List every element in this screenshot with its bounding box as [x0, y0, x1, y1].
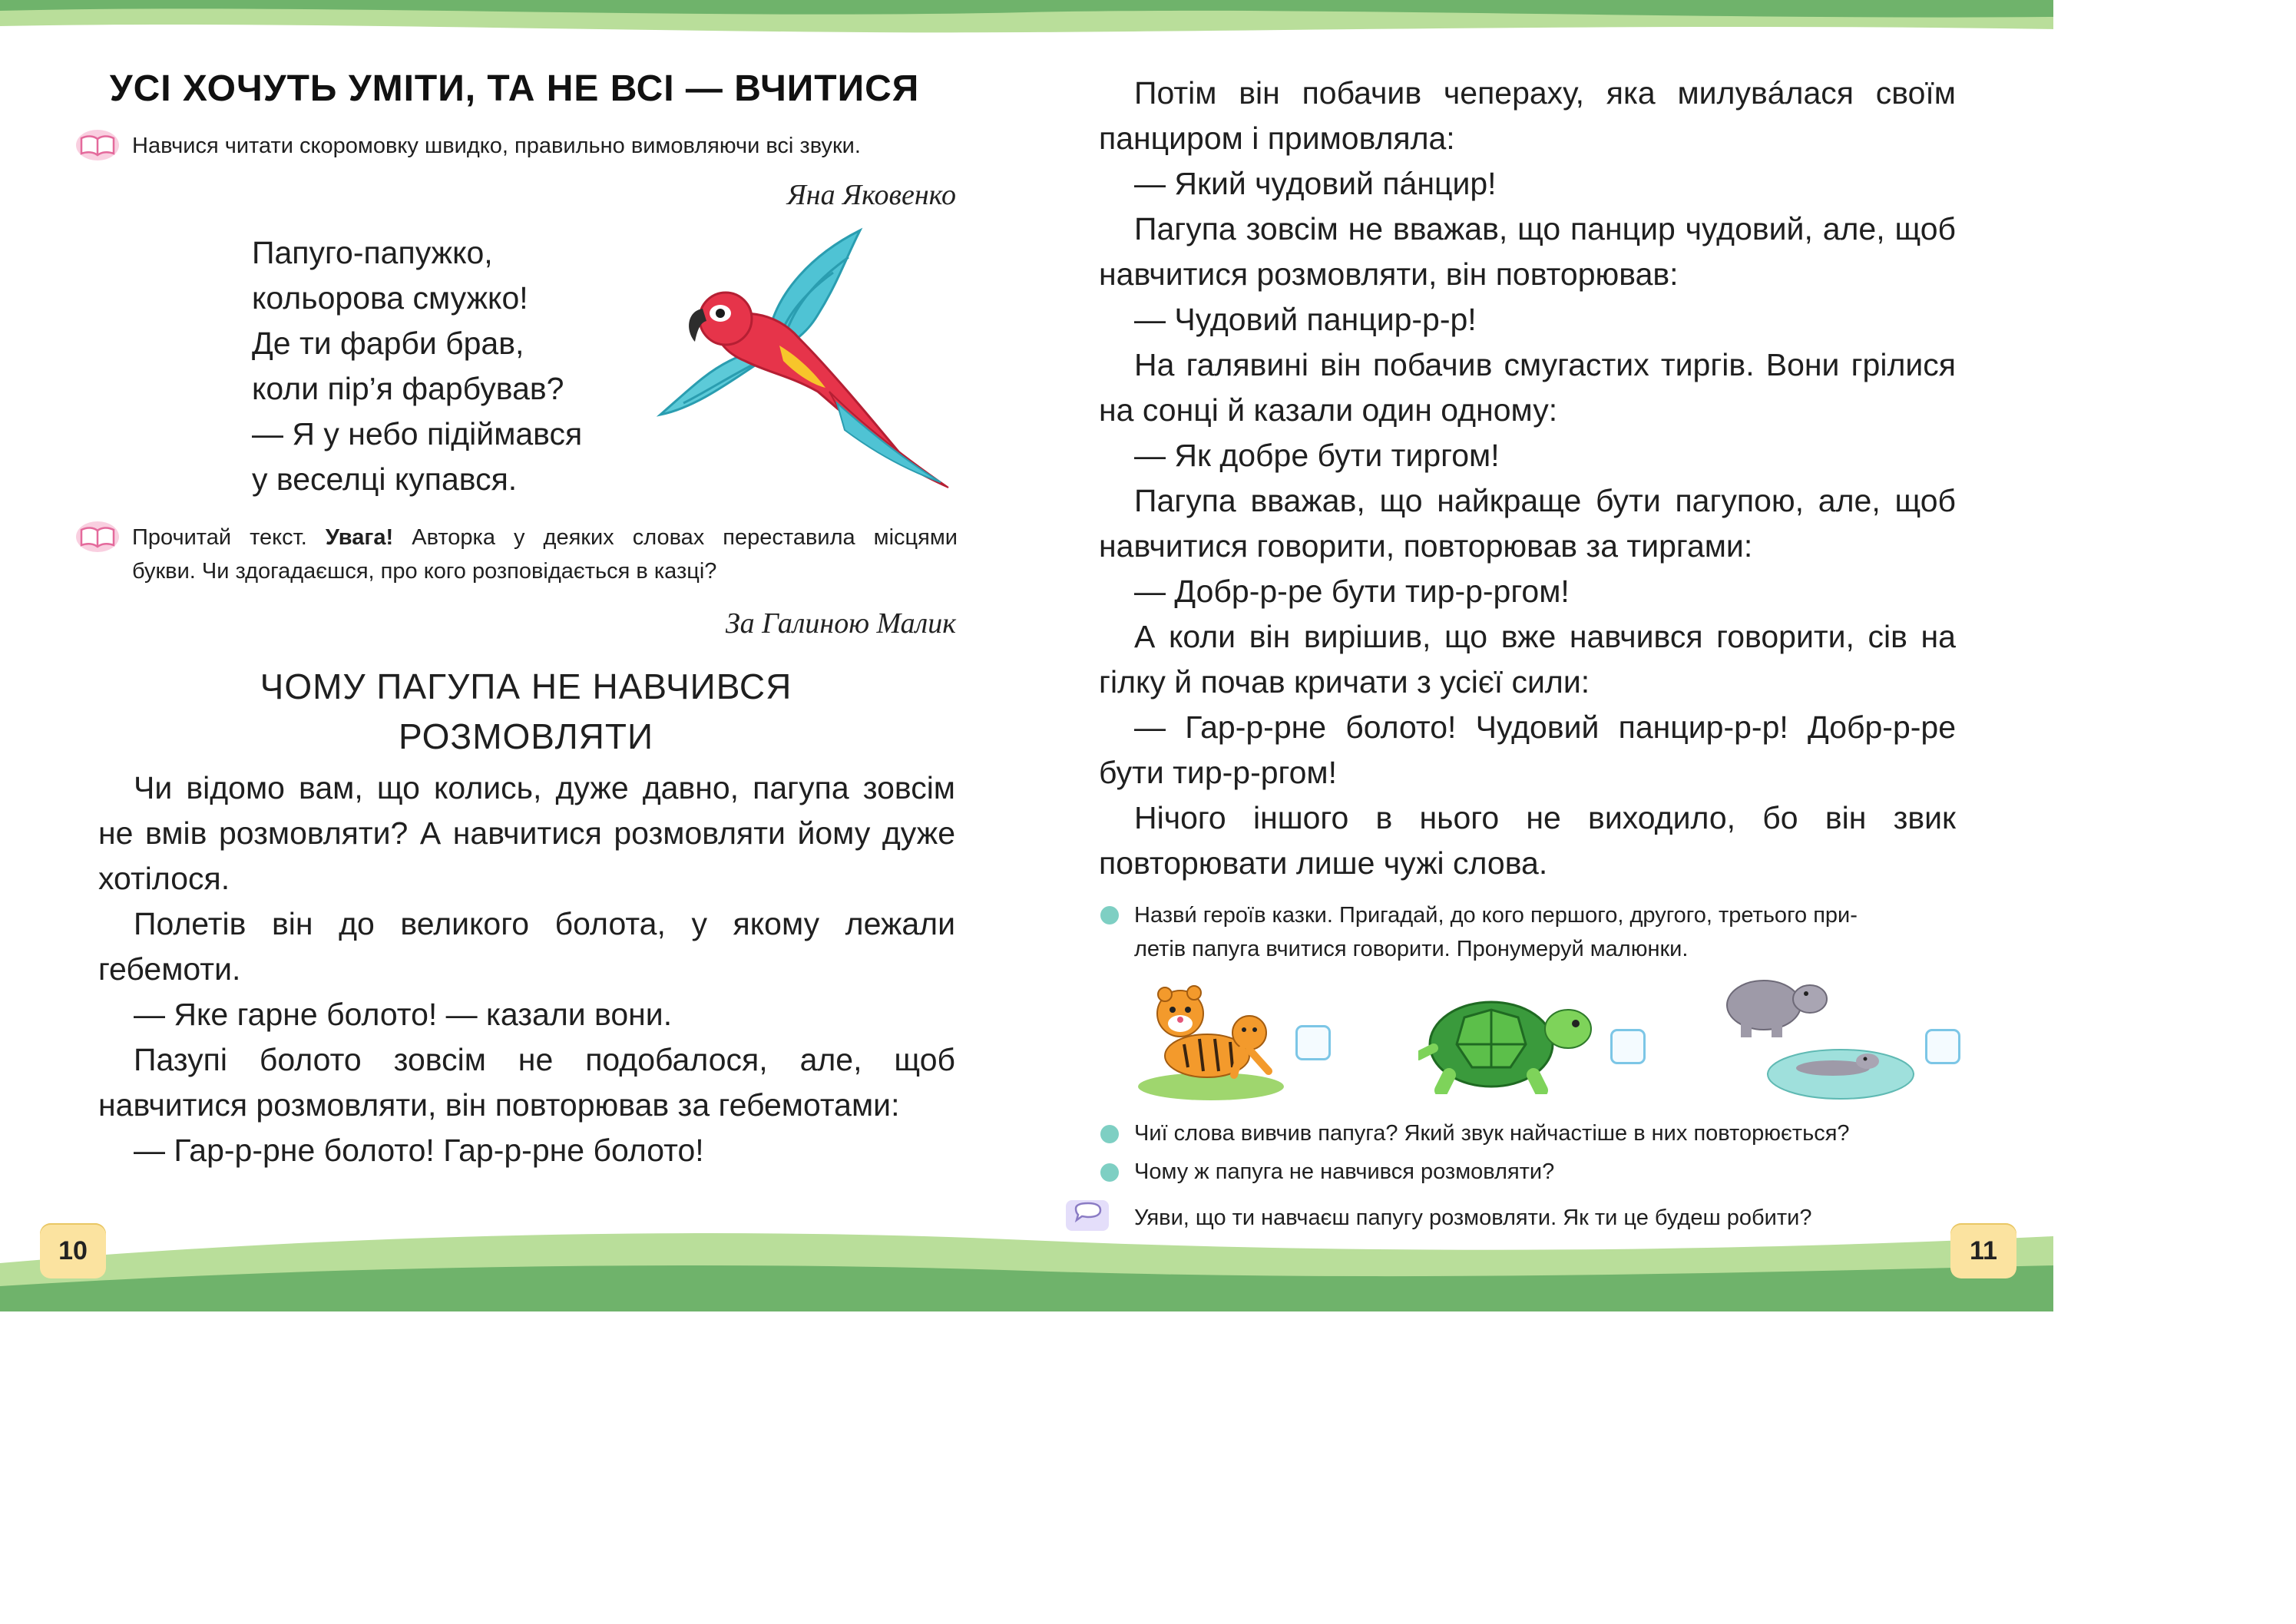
page-number: 10 [40, 1223, 106, 1278]
story-paragraph: — Гар-р-рне болото! Гар-р-рне болото! [134, 1133, 704, 1168]
story-paragraph: Нічого іншого в нього не виходило, бо він звик повторювати лише чужі слова. [1099, 800, 1956, 881]
story-paragraph: Пагупа зовсім не вважав, що панцир чудовий, але, щоб навчитися розмовляти, він повторював: [1099, 211, 1956, 292]
poem-line: Де ти фарби брав, [252, 326, 524, 361]
story-paragraph: — Як добре бути тиргом! [1134, 438, 1500, 473]
question-heroes [1134, 898, 1957, 966]
parrot-illustration-icon [653, 223, 960, 491]
story-title [154, 662, 898, 762]
story-paragraph: Полетів він до великого болота, у якому лежали гебемоти. [98, 906, 955, 987]
bullet-dot-icon [1100, 906, 1119, 924]
story-paragraph: Пагупа вважав, що найкраще бути пагупою, але, щоб навчитися говорити, повторював за тиргами: [1099, 483, 1956, 564]
bullet-dot-icon [1100, 1125, 1119, 1143]
question-imagine: Уяви, що ти навчаєш папугу розмовляти. Як ти це будеш робити? [1134, 1206, 1812, 1230]
story-title-line: ЧОМУ ПАГУПА НЕ НАВЧИВСЯ [260, 666, 792, 706]
story-paragraph: Пазупі болото зовсім не подобалося, але, щоб навчитися розмовляти, він повторював за гебемотами: [98, 1042, 955, 1123]
turtle-icon [1418, 979, 1595, 1094]
story-paragraph: — Добр-р-ре бути тир-р-ргом! [1134, 574, 1570, 609]
instruction-warning: Увага! [325, 525, 394, 550]
instruction-text: букви. Чи здогадаєшся, про кого розповідається в казці? [132, 559, 717, 584]
story-paragraph: — Чудовий панцир-р-р! [1134, 302, 1477, 337]
story-paragraph: А коли він вирішив, що вже навчився говорити, сів на гілку й почав кричати з усієї сили: [1099, 619, 1956, 700]
speech-bubble-icon [1065, 1199, 1110, 1232]
story-text-left [98, 766, 955, 1173]
story-text-right [1099, 71, 1956, 886]
story-paragraph: Потім він побачив чепераху, яка милувáлася своїм панциром і примовляла: [1099, 75, 1956, 156]
story-paragraph: — Який чудовий пáнцир! [1134, 166, 1497, 201]
top-wave-decoration [0, 0, 2053, 46]
question-why: Чому ж папуга не навчився розмовляти? [1134, 1159, 1555, 1184]
instruction-text: Авторка у деяких словах переставила місцями [393, 525, 958, 550]
poem-line: Папуго-папужко, [252, 235, 493, 270]
story-author: За Галиною Малик [725, 607, 956, 640]
page-title: УСІ ХОЧУТЬ УМІТИ, ТА НЕ ВСІ — ВЧИТИСЯ [109, 68, 920, 109]
instruction-read-text [132, 521, 958, 588]
open-book-icon [75, 521, 120, 553]
instruction-tongue-twister: Навчися читати скоромовку швидко, правильно вимовляючи всі звуки. [132, 134, 861, 158]
tiger-icon [1134, 971, 1288, 1102]
answer-box-tiger[interactable] [1295, 1025, 1331, 1060]
story-paragraph: Чи відомо вам, що колись, дуже давно, пагупа зовсім не вмів розмовляти? А навчитися розмовляти йому дуже хотілося. [98, 770, 955, 896]
page-number: 11 [1950, 1223, 2016, 1278]
tongue-twister-poem [252, 230, 582, 502]
poem-line: у веселці купався. [252, 461, 518, 497]
open-book-icon [75, 129, 120, 161]
hippo-icon [1725, 967, 1917, 1105]
author-name: Яна Яковенко [786, 179, 956, 211]
poem-line: коли пір’я фарбував? [252, 371, 564, 406]
answer-box-turtle[interactable] [1610, 1029, 1646, 1064]
story-paragraph: На галявині він побачив смугастих тиргів. Вони грілися на сонці й казали один одному: [1099, 347, 1956, 428]
story-paragraph: — Яке гарне болото! — казали вони. [134, 997, 673, 1032]
question-words: Чиї слова вивчив папуга? Який звук найчастіше в них повторюється? [1134, 1121, 1850, 1146]
poem-line: кольорова смужко! [252, 280, 528, 316]
bullet-dot-icon [1100, 1163, 1119, 1182]
story-paragraph: — Гар-р-рне болото! Чудовий панцир-р-р! Добр-р-ре бути тир-р-ргом! [1099, 709, 1956, 790]
question-text: летів папуга вчитися говорити. Пронумеруй малюнки. [1134, 937, 1689, 961]
answer-box-hippo[interactable] [1925, 1029, 1960, 1064]
poem-line: — Я у небо підіймався [252, 416, 583, 451]
question-text: Назви́ героїв казки. Пригадай, до кого першого, другого, третього при- [1134, 903, 1858, 928]
story-title-line: РОЗМОВЛЯТИ [398, 716, 654, 756]
instruction-text: Прочитай текст. [132, 525, 326, 550]
